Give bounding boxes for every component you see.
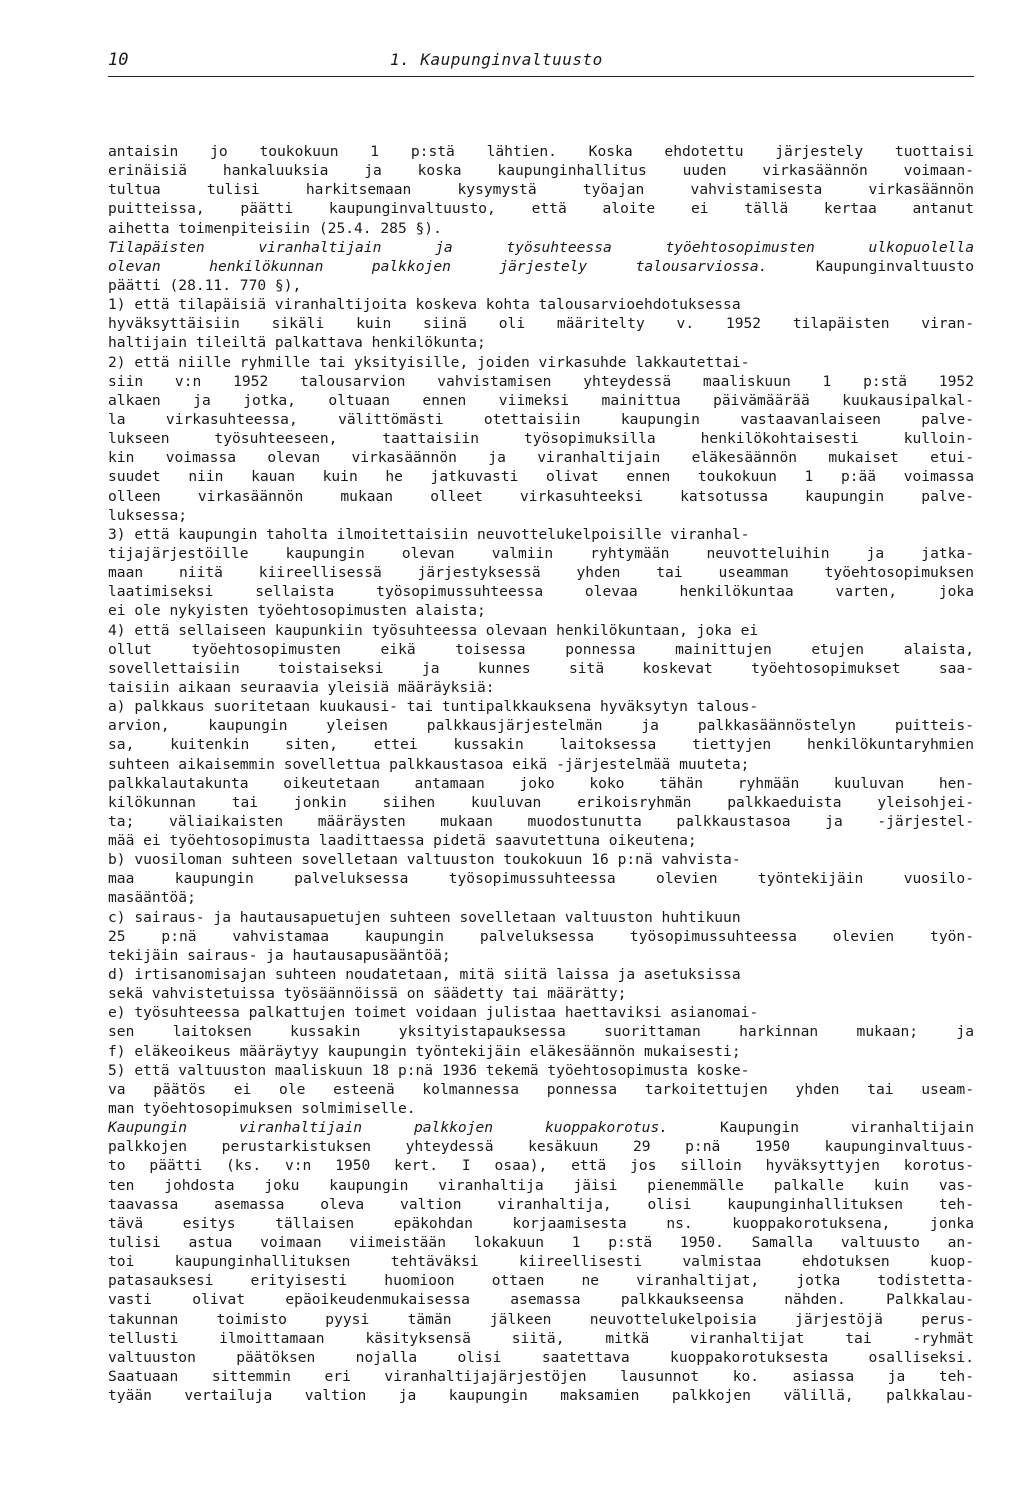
text-line: vasti olivat epäoikeudenmukaisessa asemassa palkkaukseensa nähden. Palkkalau- bbox=[108, 1291, 974, 1309]
text-line: la virkasuhteessa, välittömästi otettaisiin kaupungin vastaavanlaiseen palve- bbox=[108, 410, 974, 428]
running-title: 1. Kaupunginvaltuusto bbox=[390, 50, 603, 69]
page-header bbox=[108, 44, 974, 78]
text-line: olleen virkasäännön mukaan olleet virkasuhteeksi katsotussa kaupungin palve- bbox=[108, 487, 974, 505]
text-line: to päätti (ks. v:n 1950 kert. I osaa), että jos silloin hyväksyttyjen korotus- bbox=[108, 1157, 974, 1175]
text-line: d) irtisanomisajan suhteen noudatetaan, mitä siitä laissa ja asetuksissa bbox=[108, 966, 741, 984]
text-line: Saatuaan sittemmin eri viranhaltijajärjestöjen lausunnot ko. asiassa ja teh- bbox=[108, 1368, 974, 1385]
text-line: f) eläkeoikeus määräytyy kaupungin työntekijäin eläkesäännön mukaisesti; bbox=[108, 1042, 741, 1060]
text-line: sovellettaisiin toistaiseksi ja kunnes sitä koskevat työehtosopimukset saa- bbox=[108, 659, 974, 677]
text-line: erinäisiä hankaluuksia ja koska kaupunginhallitus uuden virkasäännön voimaan- bbox=[108, 162, 974, 180]
text-line: 2) että niille ryhmille tai yksityisille, joiden virkasuhde lakkautettai- bbox=[108, 353, 750, 371]
text-line: puitteissa, päätti kaupunginvaltuusto, että aloite ei tällä kertaa antanut bbox=[108, 200, 974, 218]
text-line bbox=[108, 257, 974, 276]
italic-heading: olevan henkilökunnan palkkojen järjestely talousarviossa. bbox=[108, 257, 768, 275]
text-line: tijajärjestöille kaupungin olevan valmiin ryhtymään neuvotteluihin ja jatka- bbox=[108, 544, 974, 562]
text-line: va päätös ei ole esteenä kolmannessa ponnessa tarkoitettujen yhden tai useam- bbox=[108, 1080, 974, 1098]
text-line: ten johdosta joku kaupungin viranhaltija jäisi pienemmälle palkalle kuin vas- bbox=[108, 1176, 974, 1194]
text-line: e) työsuhteessa palkattujen toimet voidaan julistaa haettaviksi asianomai- bbox=[108, 1004, 759, 1022]
text-line: b) vuosiloman suhteen sovelletaan valtuuston toukokuun 16 p:nä vahvista- bbox=[108, 851, 741, 869]
line-remainder: Kaupungin viranhaltijain bbox=[668, 1119, 974, 1137]
text-line: kin voimassa olevan virkasäännön ja viranhaltijain eläkesäännön mukaiset etui- bbox=[108, 449, 974, 467]
text-line: 3) että kaupungin taholta ilmoitettaisiin neuvottelukelpoisille viranhal- bbox=[108, 525, 750, 543]
text-line: ei ole nykyisten työehtosopimusten alaista; bbox=[108, 602, 486, 620]
text-line: ta; väliaikaisten määräysten mukaan muodostunutta palkkaustasoa ja -järjestel- bbox=[108, 812, 974, 830]
text-line: 4) että sellaiseen kaupunkiin työsuhteessa olevaan henkilökuntaan, joka ei bbox=[108, 621, 759, 639]
text-line: takunnan toimisto pyysi tämän jälkeen neuvottelukelpoisia järjestöjä perus- bbox=[108, 1310, 974, 1328]
italic-heading: Kaupungin viranhaltijain palkkojen kuoppakorotus. bbox=[108, 1119, 669, 1137]
text-line: suudet niin kauan kuin he jatkuvasti olivat ennen toukokuun 1 p:ää voimassa bbox=[108, 468, 974, 486]
text-line: valtuuston päätöksen nojalla olisi saatettava kuoppakorotuksesta osalliseksi. bbox=[108, 1348, 974, 1366]
text-line: lukseen työsuhteeseen, taattaisiin työsopimuksilla henkilökohtaisesti kulloin- bbox=[108, 430, 974, 448]
text-line: tyään vertailuja valtion ja kaupungin maksamien palkkojen välillä, palkkalau- bbox=[108, 1387, 974, 1405]
text-line: päätti (28.11. 770 §), bbox=[108, 276, 302, 294]
text-line: luksessa; bbox=[108, 506, 188, 524]
text-line: laatimiseksi sellaista työsopimussuhteessa olevaa henkilökuntaa varten, joka bbox=[108, 583, 974, 601]
text-line: tävä esitys tällaisen epäkohdan korjaamisesta ns. kuoppakorotuksena, jonka bbox=[108, 1214, 974, 1232]
text-line: kilökunnan tai jonkin siihen kuuluvan erikoisryhmän palkkaeduista yleisohjei- bbox=[108, 793, 974, 811]
text-line: a) palkkaus suoritetaan kuukausi- tai tuntipalkkauksena hyväksytyn talous- bbox=[108, 698, 759, 716]
text-line: masääntöä; bbox=[108, 889, 196, 907]
text-line: man työehtosopimuksen solmimiselle. bbox=[108, 1100, 416, 1118]
text-line: Tilapäisten viranhaltijain ja työsuhteessa työehtosopimusten ulkopuolella bbox=[108, 238, 974, 256]
text-line: c) sairaus- ja hautausapuetujen suhteen sovelletaan valtuuston huhtikuun bbox=[108, 908, 741, 926]
text-line: toi kaupunginhallituksen tehtäväksi kiireellisesti valmistaa ehdotuksen kuop- bbox=[108, 1253, 974, 1271]
text-line: 1) että tilapäisiä viranhaltijoita koskeva kohta talousarvioehdotuksessa bbox=[108, 296, 741, 314]
header-rule bbox=[108, 76, 974, 77]
text-line: palkkalautakunta oikeutetaan antamaan joko koko tähän ryhmään kuuluvan hen- bbox=[108, 774, 974, 792]
text-line: alkaen ja jotka, oltuaan ennen viimeksi mainittua päivämäärää kuukausipalkal- bbox=[108, 391, 974, 409]
text-line: maa kaupungin palveluksessa työsopimussuhteessa olevien työntekijäin vuosilo- bbox=[108, 870, 974, 888]
text-line: sen laitoksen kussakin yksityistapauksessa suorittaman harkinnan mukaan; ja bbox=[108, 1023, 974, 1041]
text-line: taisiin aikaan seuraavia yleisiä määräyksiä: bbox=[108, 678, 495, 696]
text-line: 25 p:nä vahvistamaa kaupungin palveluksessa työsopimussuhteessa olevien työn- bbox=[108, 927, 974, 945]
text-line: palkkojen perustarkistuksen yhteydessä kesäkuun 29 p:nä 1950 kaupunginvaltuus- bbox=[108, 1138, 974, 1156]
text-line: suhteen aikaisemmin sovellettua palkkaustasoa eikä -järjestelmää muuteta; bbox=[108, 755, 750, 773]
line-remainder: Kaupunginvaltuusto bbox=[767, 257, 974, 275]
text-line: tulisi astua voimaan viimeistään lokakuun 1 p:stä 1950. Samalla valtuusto an- bbox=[108, 1234, 974, 1252]
text-line: patasauksesi erityisesti huomioon ottaen ne viranhaltijat, jotka todistetta- bbox=[108, 1272, 974, 1290]
text-line: tekijäin sairaus- ja hautausapusääntöä; bbox=[108, 946, 451, 964]
text-line bbox=[108, 1118, 974, 1137]
text-line: sekä vahvistetuissa työsäännöissä on säädetty tai määrätty; bbox=[108, 985, 627, 1003]
text-line: maan niitä kiireellisessä järjestyksessä yhden tai useamman työehtosopimuksen bbox=[108, 564, 974, 582]
text-line: siin v:n 1952 talousarvion vahvistamisen yhteydessä maaliskuun 1 p:stä 1952 bbox=[108, 372, 974, 390]
text-line: sa, kuitenkin siten, ettei kussakin laitoksessa tiettyjen henkilökuntaryhmien bbox=[108, 736, 974, 754]
text-line: mää ei työehtosopimusta laadittaessa pidetä saavutettuna oikeutena; bbox=[108, 832, 697, 850]
text-line: taavassa asemassa oleva valtion viranhaltija, olisi kaupunginhallituksen teh- bbox=[108, 1195, 974, 1213]
text-line: haltijain tileiltä palkattava henkilökunta; bbox=[108, 334, 486, 352]
text-line: aihetta toimenpiteisiin (25.4. 285 §). bbox=[108, 219, 442, 237]
text-line: tultua tulisi harkitsemaan kysymystä työajan vahvistamisesta virkasäännön bbox=[108, 181, 974, 199]
text-line: tellusti ilmoittamaan käsityksensä siitä, mitkä viranhaltijat tai -ryhmät bbox=[108, 1329, 974, 1347]
text-line: antaisin jo toukokuun 1 p:stä lähtien. Koska ehdotettu järjestely tuottaisi bbox=[108, 143, 974, 160]
text-line: arvion, kaupungin yleisen palkkausjärjestelmän ja palkkasäännöstelyn puitteis- bbox=[108, 717, 974, 735]
page-number: 10 bbox=[108, 50, 129, 70]
document-page bbox=[108, 44, 974, 1405]
text-line: hyväksyttäisiin sikäli kuin siinä oli määritelty v. 1952 tilapäisten viran- bbox=[108, 315, 974, 333]
text-line: ollut työehtosopimusten eikä toisessa ponnessa mainittujen etujen alaista, bbox=[108, 640, 974, 658]
body-text bbox=[108, 142, 974, 1405]
text-line: 5) että valtuuston maaliskuun 18 p:nä 1936 tekemä työehtosopimusta koske- bbox=[108, 1061, 750, 1079]
